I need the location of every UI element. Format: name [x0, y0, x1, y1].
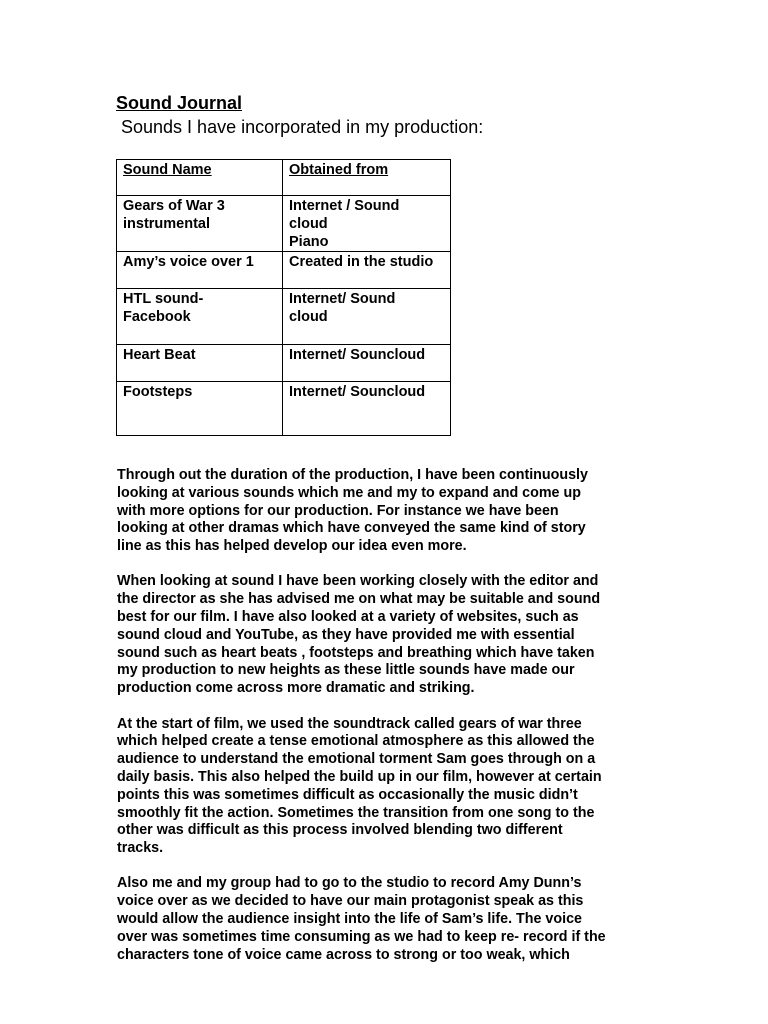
- table-body: [117, 196, 451, 436]
- cell-text: Heart Beat: [123, 347, 196, 363]
- body-paragraph: Also me and my group had to go to the studio to record Amy Dunn’s voice over as we decided to have our main protagonist speak as this would allow the audience insight into the life of Sam’s life. The voice over was sometimes time consuming as we had to keep re- record if the characters tone of voice came across to strong or too weak, which: [117, 875, 606, 963]
- cell-text: cloud: [289, 309, 328, 325]
- cell-text: Internet / Sound: [289, 198, 400, 214]
- obtained-from-cell: [283, 196, 451, 252]
- table-row: [117, 382, 451, 436]
- header-obtained-from: Obtained from: [283, 160, 451, 196]
- page-title: Sound Journal: [116, 93, 242, 113]
- table-row: [117, 252, 451, 289]
- table-row: [117, 289, 451, 345]
- obtained-from-cell: [283, 382, 451, 436]
- body-paragraph: At the start of film, we used the soundtrack called gears of war three which helped create a tense emotional atmosphere as this allowed the audience to understand the emotional torment Sam goes through on a daily basis. This also helped the build up in our film, however at certain points this was sometimes difficult as occasionally the music didn’t smoothly fit the action. Sometimes the transition from one song to the other was difficult as this process involved blending two different tracks.: [117, 715, 602, 857]
- cell-text: Internet/ Souncloud: [289, 347, 426, 363]
- cell-text: Amy’s voice over 1: [123, 254, 254, 270]
- sound-name-cell: [117, 196, 283, 252]
- obtained-from-cell: [283, 289, 451, 345]
- cell-text: cloud: [289, 216, 328, 232]
- sound-name-cell: [117, 252, 283, 289]
- cell-text: Created in the studio: [289, 254, 434, 270]
- page-subtitle: Sounds I have incorporated in my production:: [121, 117, 484, 137]
- sound-name-cell: [117, 289, 283, 345]
- cell-text: Internet/ Souncloud: [289, 384, 426, 400]
- cell-text: Facebook: [123, 309, 191, 325]
- cell-text: HTL sound-: [123, 291, 204, 307]
- cell-text: Piano: [289, 234, 329, 250]
- cell-text: Gears of War 3: [123, 198, 225, 214]
- table-row: [117, 345, 451, 382]
- table-header-row: [117, 160, 451, 196]
- cell-text: instrumental: [123, 216, 211, 232]
- cell-text: Footsteps: [123, 384, 193, 400]
- obtained-from-cell: [283, 252, 451, 289]
- table-row: [117, 196, 451, 252]
- obtained-from-cell: [283, 345, 451, 382]
- journal-body: [117, 467, 652, 982]
- sound-name-cell: [117, 382, 283, 436]
- cell-text: Internet/ Sound: [289, 291, 396, 307]
- sound-name-cell: [117, 345, 283, 382]
- header-sound-name: Sound Name: [117, 160, 283, 196]
- sounds-table: [116, 159, 451, 436]
- body-paragraph: Through out the duration of the production, I have been continuously looking at various sounds which me and my to expand and come up with more options for our production. For instance we have been looking at other dramas which have conveyed the same kind of story line as this has helped develop our idea even more.: [117, 467, 588, 555]
- body-paragraph: When looking at sound I have been working closely with the editor and the director as she has advised me on what may be suitable and sound best for our film. I have also looked at a variety of websites, such as sound cloud and YouTube, as they have provided me with essential sound such as heart beats , footsteps and breathing which have taken my production to new heights as these little sounds have made our production come across more dramatic and striking.: [117, 573, 601, 697]
